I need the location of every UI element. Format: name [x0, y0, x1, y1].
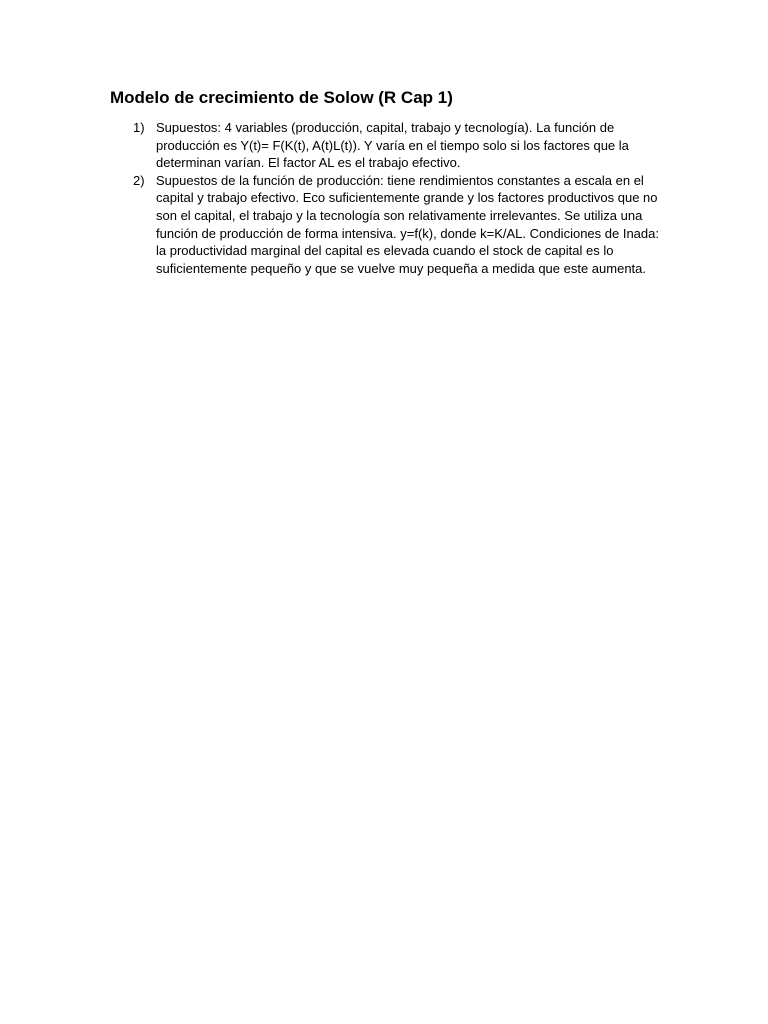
- numbered-list: [133, 119, 663, 277]
- list-item: [133, 119, 663, 172]
- document-title: Modelo de crecimiento de Solow (R Cap 1): [110, 88, 453, 107]
- list-item-number: 1): [133, 120, 145, 135]
- list-item-text: Supuestos: 4 variables (producción, capital, trabajo y tecnología). La función de producción es Y(t)= F(K(t), A(t)L(t)). Y varía en el tiempo solo si los factores que la determinan varían. El factor AL es el trabajo efectivo.: [156, 120, 629, 171]
- list-item-text: Supuestos de la función de producción: tiene rendimientos constantes a escala en el capital y trabajo efectivo. Eco suficientemente grande y los factores productivos que no son el capital, el trabajo y la tecnología son relativamente irrelevantes. Se utiliza una función de producción de forma intensiva. y=f(k), donde k=K/AL. Condiciones de Inada: la productividad marginal del capital es elevada cuando el stock de capital es lo suficientemente pequeño y que se vuelve muy pequeña a medida que este aumenta.: [156, 172, 659, 276]
- list-item-number: 2): [133, 172, 145, 188]
- list-item: [133, 172, 663, 278]
